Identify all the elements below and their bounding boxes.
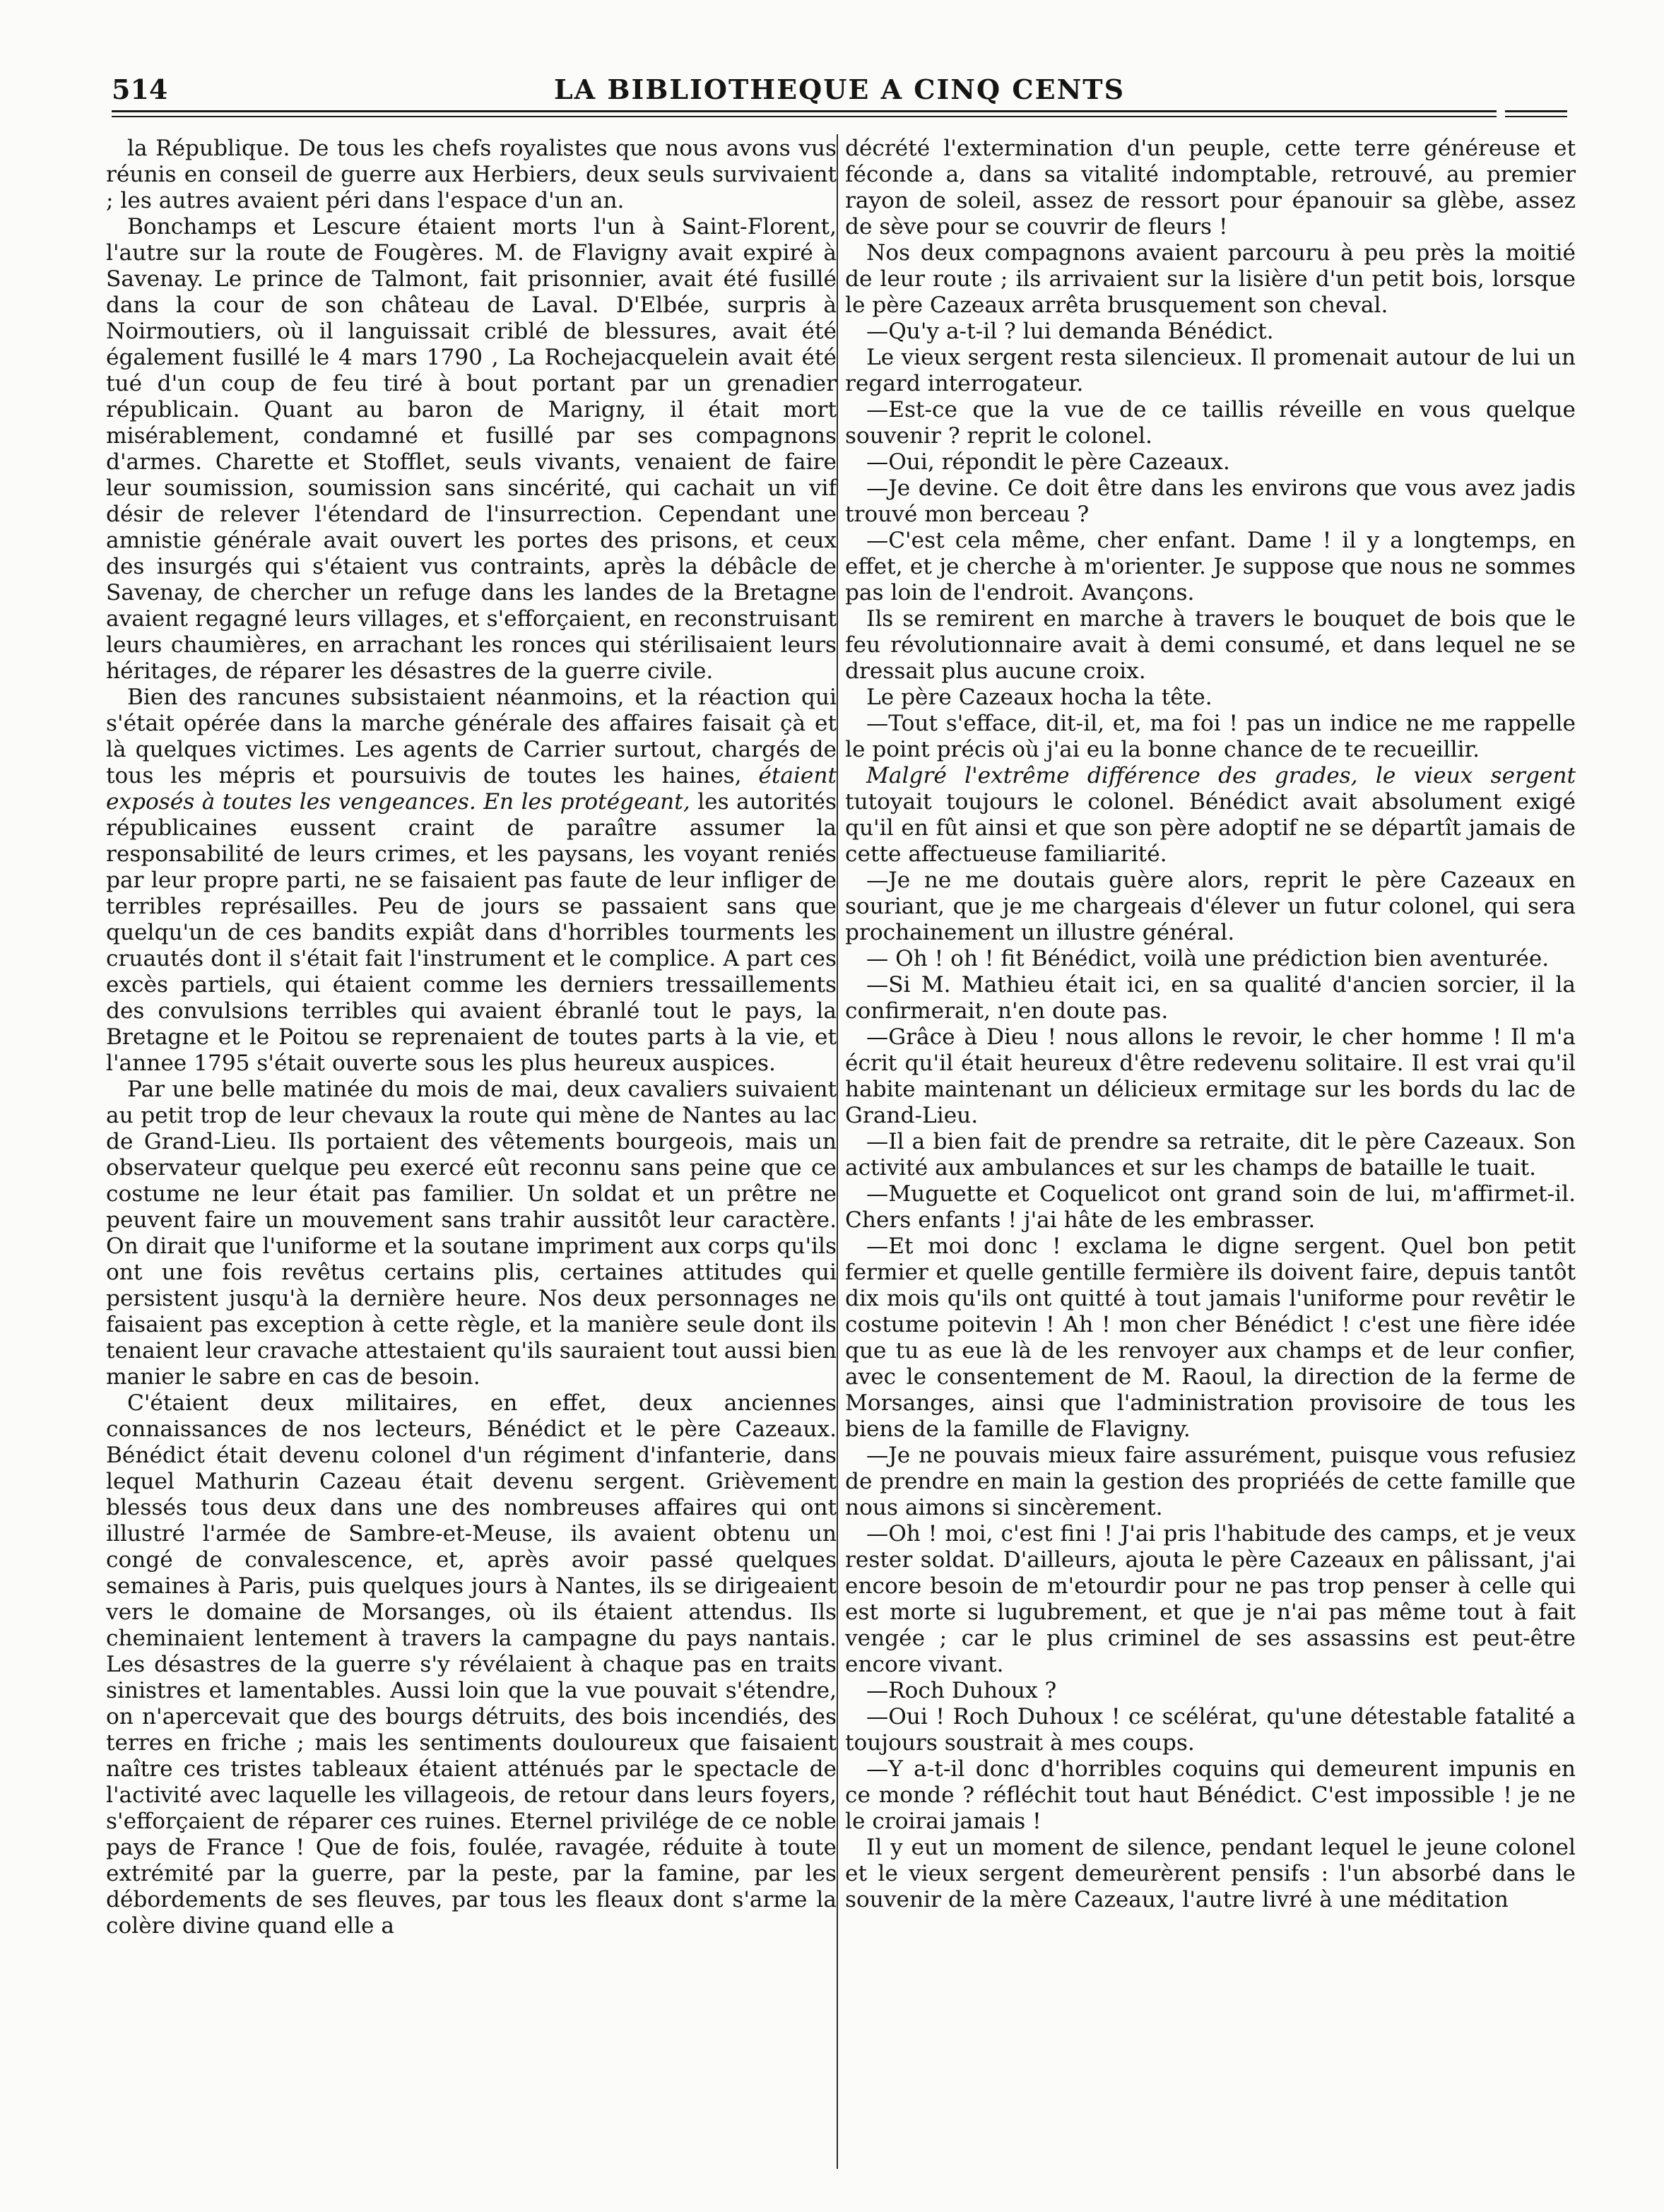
paragraph <box>845 528 1576 606</box>
paragraph-text: —Oui ! Roch Duhoux ! ce scélérat, qu'une détestable fatalité a toujours soustrait à mes coups. <box>845 1704 1576 1756</box>
paragraph-text: —Est-ce que la vue de ce taillis réveille en vous quelque souvenir ? reprit le colonel. <box>845 397 1576 449</box>
paragraph-text: —Si M. Mathieu était ici, en sa qualité d'ancien sorcier, il la confirmerait, n'en doute pas. <box>845 972 1576 1024</box>
header-rule <box>112 110 1497 112</box>
page-header <box>112 73 1567 116</box>
paragraph <box>845 319 1576 345</box>
paragraph <box>106 214 837 685</box>
paragraph <box>845 1234 1576 1443</box>
paragraph-text: la République. De tous les chefs royalistes que nous avons vus réunis en conseil de guerre aux Herbiers, deux seuls survivaient ; les autres avaient péri dans l'espace d'un an. <box>106 136 837 213</box>
paragraph-text: Bonchamps et Lescure étaient morts l'un à Saint-Florent, l'autre sur la route de Fougères. M. de Flavigny avait expiré à Savenay. Le prince de Talmont, fait prisonnier, avait été fusillé dans la cour de son château de Laval. D'Elbée, surpris à Noirmoutiers, où il languissait criblé de blessures, avait été également fusillé le 4 mars 1790 , La Rochejacquelein avait été tué d'un coup de feu tiré à bout portant par un grenadier républicain. Quant au baron de Marigny, il était mort misérablement, condamné et fusillé par ses compagnons d'armes. Charette et Stofflet, seuls vivants, venaient de faire leur soumission, soumission sans sincérité, qui cachait un vif désir de relever l'étendard de l'insurrection. Cependant une amnistie générale avait ouvert les portes des prisons, et ceux des insurgés qui s'étaient vus contraints, après la débâcle de Savenay, de chercher un refuge dans les landes de la Bretagne avaient regagné leurs villages, et s'efforçaient, en reconstruisant leurs chaumières, en arrachant les ronces qui stérilisaient leurs héritages, de réparer les désastres de la guerre civile. <box>106 214 837 684</box>
paragraph <box>845 136 1576 240</box>
running-title: LA BIBLIOTHEQUE A CINQ CENTS <box>553 73 1126 105</box>
paragraph <box>106 685 837 1077</box>
paragraph <box>845 606 1576 685</box>
paragraph-text: — Oh ! oh ! fit Bénédict, voilà une prédiction bien aventurée. <box>866 946 1550 971</box>
paragraph-text: —Qu'y a-t-il ? lui demanda Bénédict. <box>866 319 1274 344</box>
paragraph <box>106 1390 837 1939</box>
paragraph <box>106 1077 837 1390</box>
paragraph <box>845 449 1576 475</box>
paragraph <box>845 1704 1576 1756</box>
paragraph <box>845 868 1576 946</box>
left-column <box>106 136 837 1939</box>
header-rule <box>1505 116 1567 117</box>
paragraph <box>845 1835 1576 1913</box>
paragraph-text: —Je ne me doutais guère alors, reprit le père Cazeaux en souriant, que je me chargeais d'élever un futur colonel, qui sera prochainement un illustre général. <box>845 868 1576 945</box>
paragraph-text: —Grâce à Dieu ! nous allons le revoir, le cher homme ! Il m'a écrit qu'il était heureux d'être redevenu solitaire. Il est vrai qu'il habite maintenant un délicieux ermitage sur les bords du lac de Grand-Lieu. <box>845 1024 1576 1128</box>
paragraph <box>845 1756 1576 1835</box>
paragraph-text: Le vieux sergent resta silencieux. Il promenait autour de lui un regard interrogateur. <box>845 345 1576 396</box>
paragraph-text: —Oui, répondit le père Cazeaux. <box>866 449 1230 475</box>
right-column <box>845 136 1576 1913</box>
paragraph <box>845 972 1576 1024</box>
paragraph-text: —Je devine. Ce doit être dans les environs que vous avez jadis trouvé mon berceau ? <box>845 475 1576 527</box>
italic-text: Malgré l'extrême différence des grades, le vieux sergent <box>866 763 1576 788</box>
paragraph-text: C'étaient deux militaires, en effet, deux anciennes connaissances de nos lecteurs, Bénédict et le père Cazeaux. Bénédict était devenu colonel d'un régiment d'infanterie, dans lequel Mathurin Cazeau était devenu sergent. Grièvement blessés tous deux dans une des nombreuses affaires qui ont illustré l'armée de Sambre-et-Meuse, ils avaient obtenu un congé de convalescence, et, après avoir passé quelques semaines à Paris, puis quelques jours à Nantes, ils se dirigeaient vers le domaine de Morsanges, où ils étaient attendus. Ils cheminaient lentement à travers la campagne du pays nantais. Les désastres de la guerre s'y révélaient à chaque pas en traits sinistres et lamentables. Aussi loin que la vue pouvait s'étendre, on n'apercevait que des bourgs détruits, des bois incendiés, des terres en friche ; mais les sentiments douloureux que faisaient naître ces tristes tableaux étaient atténués par le spectacle de l'activité avec laquelle les villageois, de retour dans leurs foyers, s'efforçaient de réparer ces ruines. Eternel privilége de ce noble pays de France ! Que de fois, foulée, ravagée, réduite à toute extrémité par la guerre, par la peste, par la famine, par les débordements de ses fleuves, par tous les fleaux dont s'arme la colère divine quand elle a <box>106 1390 837 1939</box>
italic-text: étaient exposés à toutes les vengeances. En les protégeant, <box>106 763 837 815</box>
paragraph <box>845 345 1576 397</box>
paragraph-text: —Y a-t-il donc d'horribles coquins qui demeurent impunis en ce monde ? réfléchit tout haut Bénédict. C'est impossible ! je ne le croirai jamais ! <box>845 1756 1576 1834</box>
paragraph <box>845 711 1576 763</box>
paragraph <box>845 397 1576 449</box>
paragraph-text: —Muguette et Coquelicot ont grand soin de lui, m'affirmet-il. Chers enfants ! j'ai hâte de les embrasser. <box>845 1181 1576 1233</box>
paragraph <box>845 1443 1576 1521</box>
paragraph-text: —Je ne pouvais mieux faire assurément, puisque vous refusiez de prendre en main la gestion des propriéés de cette famille que nous aimons si sincèrement. <box>845 1443 1576 1520</box>
paragraph <box>845 685 1576 711</box>
paragraph-text: tutoyait toujours le colonel. Bénédict avait absolument exigé qu'il en fût ainsi et que son père adoptif ne se départît jamais de cette affectueuse familiarité. <box>845 789 1576 867</box>
column-divider <box>837 134 838 2169</box>
paragraph-text: Par une belle matinée du mois de mai, deux cavaliers suivaient au petit trop de leur chevaux la route qui mène de Nantes au lac de Grand-Lieu. Ils portaient des vêtements bourgeois, mais un observateur quelque peu exercé eût reconnu sans peine que ce costume ne leur était pas familier. Un soldat et un prêtre ne peuvent faire un mouvement sans trahir aussitôt leur caractère. On dirait que l'uniforme et la soutane impriment aux corps qu'ils ont une fois revêtus certains plis, certaines attitudes qui persistent jusqu'à la dernière heure. Nos deux personnages ne faisaient pas exception à cette règle, et la manière seule dont ils tenaient leur cravache attestaient qu'ils sauraient tout aussi bien manier le sabre en cas de besoin. <box>106 1077 837 1390</box>
paragraph <box>845 763 1576 868</box>
header-rule <box>112 116 1497 117</box>
page-number: 514 <box>112 73 168 105</box>
paragraph <box>845 1129 1576 1181</box>
paragraph-text: Nos deux compagnons avaient parcouru à peu près la moitié de leur route ; ils arrivaient sur la lisière d'un petit bois, lorsque le père Cazeaux arrêta brusquement son cheval. <box>845 240 1576 318</box>
paragraph-text: Le père Cazeaux hocha la tête. <box>866 685 1212 710</box>
paragraph-text: Il y eut un moment de silence, pendant lequel le jeune colonel et le vieux sergent demeurèrent pensifs : l'un absorbé dans le souvenir de la mère Cazeaux, l'autre livré à une méditation <box>845 1835 1576 1912</box>
paragraph <box>845 1181 1576 1234</box>
paragraph <box>845 475 1576 528</box>
paragraph-text: les autorités républicaines eussent craint de paraître assumer la responsabilité de leurs crimes, et les paysans, les voyant reniés par leur propre parti, ne se faisaient pas faute de leur infliger de terribles représailles. Peu de jours se passaient sans que quelqu'un de ces bandits expiât dans d'horribles tourments les cruautés dont il s'était fait l'instrument et le complice. A part ces excès partiels, qui étaient comme les derniers tressaillements des convulsions terribles qui avaient ébranlé tout le pays, la Bretagne et le Poitou se reprenaient de toutes parts à la vie, et l'annee 1795 s'était ouverte sous les plus heureux auspices. <box>106 789 837 1076</box>
paragraph-text: —Roch Duhoux ? <box>866 1678 1057 1703</box>
paragraph <box>845 1521 1576 1678</box>
paragraph <box>845 240 1576 319</box>
paragraph-text: Bien des rancunes subsistaient néanmoins, et la réaction qui s'était opérée dans la marche générale des affaires faisait çà et là quelques victimes. Les agents de Carrier surtout, chargés de tous les mépris et poursuivis de toutes les haines, <box>106 685 837 788</box>
paragraph-text: —Il a bien fait de prendre sa retraite, dit le père Cazeaux. Son activité aux ambulances et sur les champs de bataille le tuait. <box>845 1129 1576 1181</box>
paragraph <box>106 136 837 214</box>
header-rule <box>1505 110 1567 112</box>
paragraph <box>845 1024 1576 1129</box>
paragraph-text: décrété l'extermination d'un peuple, cette terre généreuse et féconde a, dans sa vitalité indomptable, retrouvé, au premier rayon de soleil, assez de ressort pour épanouir sa glèbe, assez de sève pour se couvrir de fleurs ! <box>845 136 1576 239</box>
paragraph-text: Ils se remirent en marche à travers le bouquet de bois que le feu révolutionnaire avait à demi consumé, et dans lequel ne se dressait plus aucune croix. <box>845 606 1576 684</box>
paragraph-text: —Et moi donc ! exclama le digne sergent. Quel bon petit fermier et quelle gentille fermière ils doivent faire, depuis tantôt dix mois qu'ils ont quitté à tout jamais l'uniforme pour revêtir le costume poitevin ! Ah ! mon cher Bénédict ! c'est une fière idée que tu as eue là de les renvoyer aux champs et de leur confier, avec le consentement de M. Raoul, la direction de la ferme de Morsanges, ainsi que l'administration provisoire de tous les biens de la famille de Flavigny. <box>845 1234 1576 1442</box>
paragraph <box>845 1678 1576 1704</box>
paragraph-text: —C'est cela même, cher enfant. Dame ! il y a longtemps, en effet, et je cherche à m'orienter. Je suppose que nous ne sommes pas loin de l'endroit. Avançons. <box>845 528 1576 605</box>
paragraph-text: —Tout s'efface, dit-il, et, ma foi ! pas un indice ne me rappelle le point précis où j'ai eu la bonne chance de te recueillir. <box>845 711 1576 762</box>
paragraph-text: —Oh ! moi, c'est fini ! J'ai pris l'habitude des camps, et je veux rester soldat. D'ailleurs, ajouta le père Cazeaux en pâlissant, j'ai encore besoin de m'etourdir pour ne pas trop penser à celle qui est morte si lugubrement, et que je n'ai pas même tout à fait vengée ; car le plus criminel de ses assassins est peut-être encore vivant. <box>845 1521 1576 1677</box>
paragraph <box>845 946 1576 972</box>
